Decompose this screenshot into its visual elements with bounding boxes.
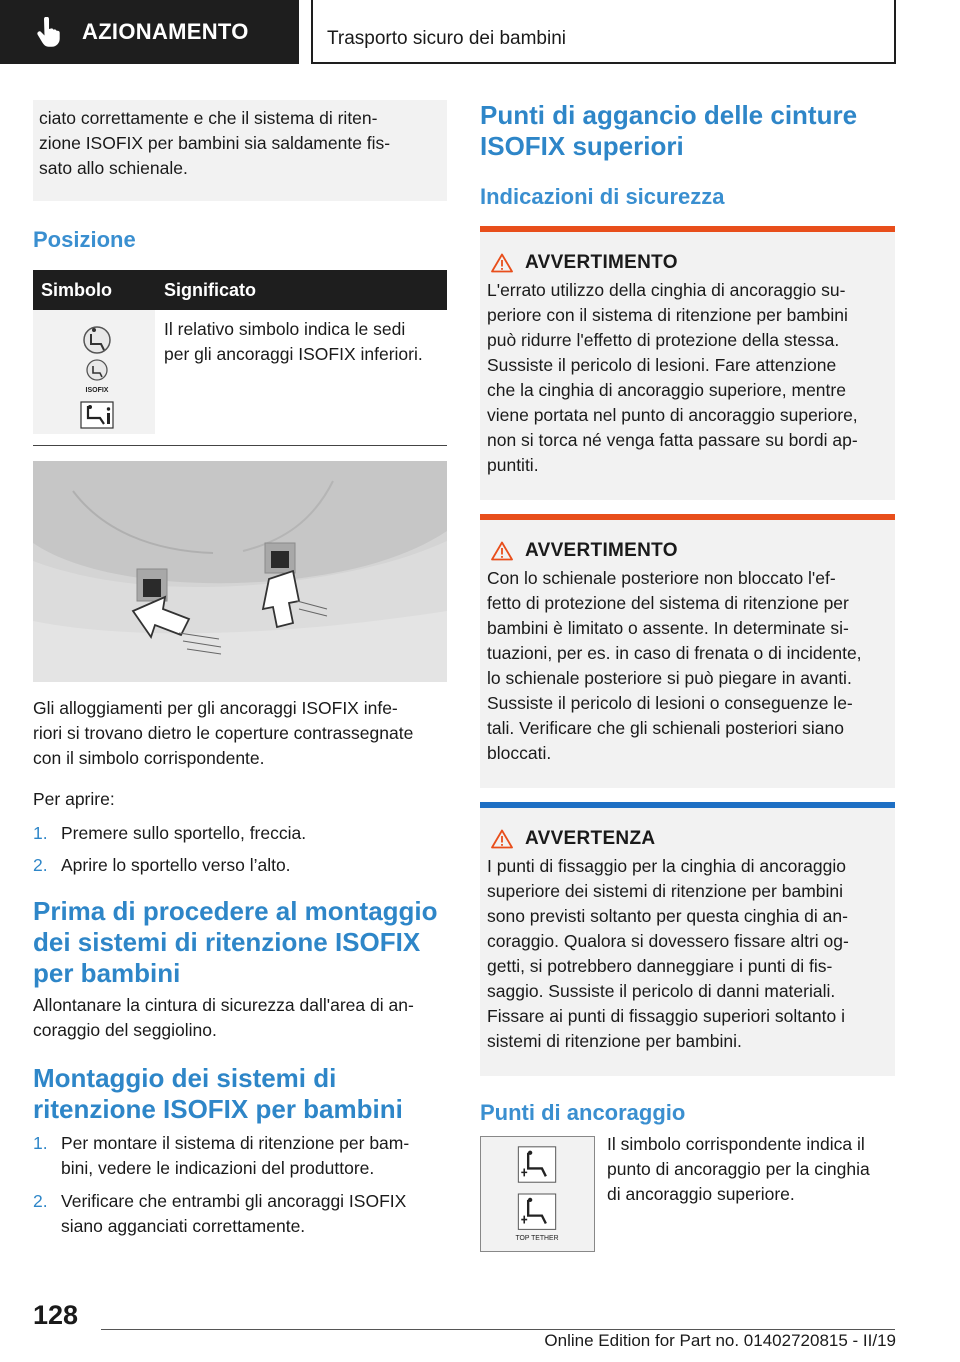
step-number: 2. — [33, 855, 48, 875]
isofix-label: ISOFIX — [85, 387, 109, 394]
heading-line: per bambini — [33, 958, 181, 988]
text-line: Sussiste il pericolo di lesioni. Fare attenzione — [487, 355, 837, 375]
edition-info: Online Edition for Part no. 01402720815 - II/19 — [544, 1331, 896, 1350]
text-line: ciato correttamente e che il sistema di riten- — [39, 108, 378, 128]
warning-title: AVVERTIMENTO — [525, 252, 678, 273]
rear-seat-isofix-photo — [33, 461, 447, 682]
text-line: Con lo schienale posteriore non bloccato l'ef- — [487, 568, 836, 588]
step-text — [61, 1131, 409, 1181]
text-line: getti, si potrebbero danneggiare i punti di fis- — [487, 956, 833, 976]
text-line: per gli ancoraggi ISOFIX inferiori. — [164, 344, 423, 364]
symbol-cell — [33, 310, 155, 434]
right-column — [480, 100, 895, 1252]
notice-text — [487, 854, 887, 1054]
warning-text — [487, 566, 887, 766]
text-line: coraggio del seggiolino. — [33, 1020, 217, 1040]
posizione-heading: Posizione — [33, 227, 136, 252]
montaggio-steps — [33, 1131, 447, 1239]
warning-triangle-icon — [491, 253, 513, 273]
list-item — [33, 1189, 447, 1239]
chapter-title: AZIONAMENTO — [82, 19, 249, 44]
text-line: Allontanare la cintura di sicurezza dall'area di an- — [33, 995, 414, 1015]
text-line: bloccati. — [487, 743, 552, 763]
step-text: Aprire lo sportello verso l’alto. — [61, 855, 291, 875]
text-line: siano agganciati correttamente. — [61, 1216, 306, 1236]
text-line: periore con il sistema di ritenzione per bambini — [487, 305, 848, 325]
warning-box — [480, 514, 895, 788]
text-line: Il relativo simbolo indica le sedi — [164, 319, 406, 339]
heading-line: Punti di aggancio delle cinture — [480, 100, 858, 130]
isofix-description — [33, 696, 447, 771]
text-line: Il simbolo corrispondente indica il — [607, 1134, 865, 1154]
prima-heading — [33, 896, 447, 989]
top-tether-heading — [480, 100, 895, 162]
table-header-simbolo: Simbolo — [33, 270, 155, 310]
text-line: bambini è limitato o assente. In determinate si- — [487, 618, 849, 638]
isofix-symbol-icon — [33, 310, 155, 434]
text-line: non si torca né venga fatta passare su bordi ap- — [487, 430, 858, 450]
left-column — [33, 100, 447, 1239]
text-line: zione ISOFIX per bambini sia saldamente fis- — [39, 133, 391, 153]
warning-header — [487, 540, 887, 562]
text-line: sato allo schienale. — [39, 158, 188, 178]
text-line: Gli alloggiamenti per gli ancoraggi ISOFIX infe- — [33, 698, 398, 718]
notice-title: AVVERTENZA — [525, 828, 656, 849]
heading-line: ritenzione ISOFIX per bambini — [33, 1094, 403, 1124]
prima-paragraph — [33, 993, 447, 1043]
text-line: che la cinghia di ancoraggio superiore, mentre — [487, 380, 846, 400]
symbol-table — [33, 270, 447, 434]
top-tether-symbol — [480, 1136, 595, 1252]
chapter-tab — [0, 0, 299, 64]
heading-line: Montaggio dei sistemi di — [33, 1063, 337, 1093]
heading-line: Prima di procedere al montaggio — [33, 896, 438, 926]
list-item — [33, 821, 447, 846]
safety-heading: Indicazioni di sicurezza — [480, 184, 725, 209]
text-line: può ridurre l'effetto di protezione della stessa. — [487, 330, 840, 350]
warning-header — [487, 252, 887, 274]
text-line: sono previsti soltanto per questa cinghia di an- — [487, 906, 848, 926]
notice-header — [487, 828, 887, 850]
anchor-text — [607, 1132, 870, 1252]
text-line: coraggio. Qualora si dovessero fissare altri og- — [487, 931, 849, 951]
text-line: con il simbolo corrispondente. — [33, 748, 265, 768]
text-line: Sussiste il pericolo di lesioni o conseguenze le- — [487, 693, 853, 713]
warning-title: AVVERTIMENTO — [525, 540, 678, 561]
anchor-row — [480, 1136, 895, 1252]
text-line: Per montare il sistema di ritenzione per bam- — [61, 1133, 410, 1153]
text-line: L'errato utilizzo della cinghia di ancoraggio su- — [487, 280, 846, 300]
warning-triangle-icon — [491, 541, 513, 561]
table-header-significato: Significato — [155, 270, 447, 310]
step-text: Premere sullo sportello, freccia. — [61, 823, 307, 843]
step-number: 2. — [33, 1191, 48, 1211]
text-line: riori si trovano dietro le coperture contrassegnate — [33, 723, 414, 743]
heading-line: ISOFIX superiori — [480, 131, 684, 161]
anchor-heading: Punti di ancoraggio — [480, 1100, 686, 1125]
text-line: viene portata nel punto di ancoraggio superiore, — [487, 405, 858, 425]
step-number: 1. — [33, 823, 48, 843]
text-line: di ancoraggio superiore. — [607, 1184, 795, 1204]
text-line: Fissare ai punti di fissaggio superiori soltanto i — [487, 1006, 845, 1026]
top-tether-label: TOP TETHER — [515, 1235, 559, 1243]
open-label: Per aprire: — [33, 789, 115, 809]
text-line: puntiti. — [487, 455, 539, 475]
page-header — [311, 0, 896, 64]
footer-divider — [101, 1329, 895, 1330]
page-number: 128 — [33, 1300, 79, 1330]
text-line: sistemi di ritenzione per bambini. — [487, 1031, 742, 1051]
intro-box — [33, 100, 447, 201]
text-line: superiore dei sistemi di ritenzione per bambini — [487, 881, 844, 901]
text-line: bini, vedere le indicazioni del produttore. — [61, 1158, 375, 1178]
top-tether-icon — [481, 1137, 594, 1251]
warning-box — [480, 226, 895, 500]
list-item — [33, 1131, 447, 1181]
hand-pointer-icon — [36, 17, 62, 47]
text-line: Verificare che entrambi gli ancoraggi ISOFIX — [61, 1191, 407, 1211]
meaning-cell — [155, 310, 447, 434]
text-line: tali. Verificare che gli schienali posteriori siano — [487, 718, 844, 738]
open-steps — [33, 821, 447, 878]
warning-text — [487, 278, 887, 478]
text-line: I punti di fissaggio per la cinghia di ancoraggio — [487, 856, 846, 876]
list-item — [33, 853, 447, 878]
text-line: fetto di protezione del sistema di ritenzione per — [487, 593, 849, 613]
text-line: saggio. Sussiste il pericolo di danni materiali. — [487, 981, 836, 1001]
heading-line: dei sistemi di ritenzione ISOFIX — [33, 927, 421, 957]
text-line: lo schienale posteriore si può piegare in avanti. — [487, 668, 852, 688]
warning-triangle-icon — [491, 829, 513, 849]
page-title: Trasporto sicuro dei bambini — [327, 28, 567, 49]
text-line: tuazioni, per es. in caso di frenata o di incidente, — [487, 643, 862, 663]
step-number: 1. — [33, 1133, 48, 1153]
text-line: punto di ancoraggio per la cinghia — [607, 1159, 870, 1179]
table-divider — [33, 434, 447, 446]
montaggio-heading — [33, 1063, 447, 1125]
step-text — [61, 1189, 406, 1239]
notice-box — [480, 802, 895, 1076]
